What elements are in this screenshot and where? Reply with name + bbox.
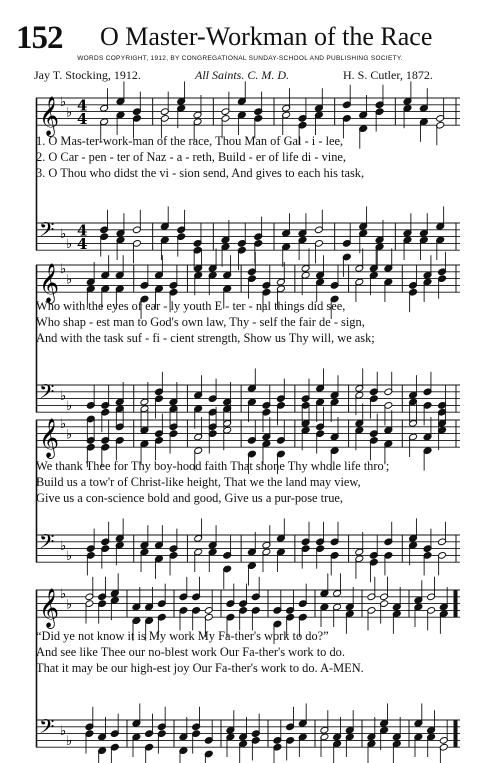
flat-sign: ♭ [66, 597, 73, 613]
author-credit: Jay T. Stocking, 1912. [34, 68, 141, 82]
flat-sign: ♭ [66, 272, 73, 288]
music-system-2 [36, 255, 460, 425]
treble-clef: 𝄞 [39, 588, 60, 629]
treble-clef: 𝄞 [39, 418, 60, 459]
lyric-line: Give us a con-science bold and good, Give us a pur-pose true, [36, 491, 344, 505]
flat-sign: ♭ [60, 587, 67, 603]
flat-sign: ♭ [66, 237, 73, 253]
tune-meter: All Saints. C. M. D. [195, 68, 290, 82]
lyric-line: Who with the eyes of ear - ly youth E - ter - nal things did see, [36, 299, 346, 313]
lyric-line: And with the task suf - fi - cient strength, Show us Thy will, we ask; [36, 331, 375, 345]
flat-sign: ♭ [60, 417, 67, 433]
time-signature: 4 [77, 110, 88, 129]
time-signature: 4 [77, 96, 88, 115]
lyric-line: We thank Thee for Thy boy-hood faith That shone Thy whole life thro'; [36, 459, 390, 473]
lyric-line: 2. O Car - pen - ter of Naz - a - reth, Build - er of life di - vine, [36, 150, 346, 164]
bass-clef: 𝄢 [39, 218, 55, 246]
flat-sign: ♭ [66, 105, 73, 121]
hymn-title: O Master-Workman of the Race [100, 22, 433, 51]
flat-sign: ♭ [60, 538, 67, 554]
flat-sign: ♭ [60, 262, 67, 278]
lyric-line: 3. O Thou who didst the vi - sion send, And gives to each his task, [36, 166, 365, 180]
lyric-line: Build us a tow'r of Christ-like height, That we the land may view, [36, 475, 361, 489]
flat-sign: ♭ [60, 95, 67, 111]
treble-clef: 𝄞 [39, 96, 60, 137]
hymn-number: 152 [16, 20, 63, 56]
copyright-notice: WORDS COPYRIGHT, 1912, BY CONGREGATIONAL SUNDAY-SCHOOL AND PUBLISHING SOCIETY. [77, 55, 403, 62]
flat-sign: ♭ [66, 549, 73, 565]
bass-clef: 𝄢 [39, 380, 55, 408]
bass-clef: 𝄢 [39, 715, 55, 743]
music-system-3 [36, 410, 460, 575]
lyric-line: “Did ye not know it is My work My Fa-ther's work to do?” [36, 629, 329, 643]
flat-sign: ♭ [60, 226, 67, 242]
lyric-line: Who shap - est man to God's own law, Thy - self the fair de - sign, [36, 315, 365, 329]
treble-clef: 𝄞 [39, 263, 60, 304]
music-system-1 [36, 88, 460, 263]
bass-clef: 𝄢 [39, 530, 55, 558]
hymn-header [0, 0, 480, 90]
lyric-line: 1. O Mas-ter-work-man of the race, Thou Man of Gal - i - lee, [36, 134, 344, 148]
lyric-line: That it may be our high-est joy Our Fa-ther's work to do. A-MEN. [36, 661, 364, 675]
time-signature: 4 [77, 235, 88, 254]
lyric-line: And see like Thee our no-blest work Our Fa-ther's work to do. [36, 645, 345, 659]
flat-sign: ♭ [60, 723, 67, 739]
time-signature: 4 [77, 221, 88, 240]
flat-sign: ♭ [60, 388, 67, 404]
flat-sign: ♭ [66, 734, 73, 750]
flat-sign: ♭ [66, 399, 73, 415]
music-system-4 [36, 580, 460, 760]
flat-sign: ♭ [66, 427, 73, 443]
composer-credit: H. S. Cutler, 1872. [343, 68, 433, 82]
